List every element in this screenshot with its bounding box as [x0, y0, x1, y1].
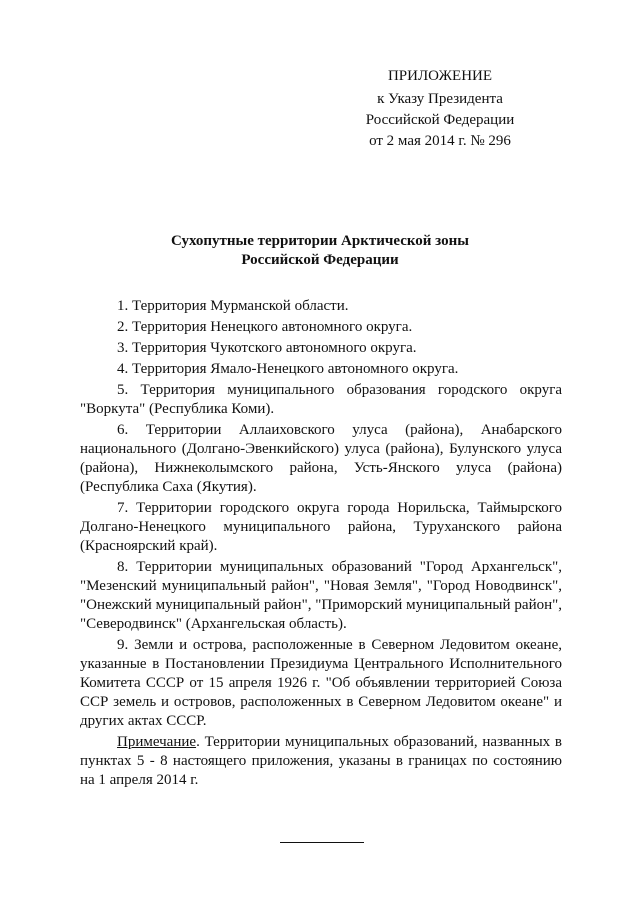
list-item: 2. Территория Ненецкого автономного округа. [117, 319, 413, 335]
list-item: 9. Земли и острова, расположенные в Северном Ледовитом океане, указанные в Постановлении Президиума Центрального Исполнительного Комитета СССР от 15 апреля 1926 г. "Об объявлении территорией Союза ССР земель и островов, расположенных в Северном Ледовитом океане" и других актах СССР. [80, 637, 562, 729]
list-item: 1. Территория Мурманской области. [117, 298, 349, 314]
note-text: . Территории муниципальных образований, названных в пунктах 5 - 8 настоящего приложения, указаны в границах по состоянию на 1 апреля 2014 г. [80, 734, 562, 788]
list-item: 7. Территории городского округа города Норильска, Таймырского Долгано-Ненецкого муниципального района, Туруханского района (Красноярский край). [80, 500, 562, 554]
title-line-2: Российской Федерации [241, 252, 399, 268]
appendix-heading: ПРИЛОЖЕНИЕ [387, 68, 493, 84]
list-item: 3. Территория Чукотского автономного округа. [117, 340, 417, 356]
appendix-line-2: Российской Федерации [365, 112, 515, 128]
note-paragraph [80, 733, 562, 790]
appendix-line-1: к Указу Президента [377, 91, 503, 107]
note-label: Примечание [117, 734, 197, 750]
list-item: 5. Территория муниципального образования городского округа "Воркута" (Республика Коми). [80, 382, 562, 417]
appendix-line-3: от 2 мая 2014 г. № 296 [369, 133, 511, 149]
title-line-1: Сухопутные территории Арктической зоны [171, 233, 469, 249]
appendix-header [320, 66, 560, 152]
document-body [80, 297, 562, 792]
list-item: 8. Территории муниципальных образований "Город Архангельск", "Мезенский муниципальный район", "Новая Земля", "Город Новодвинск", "Онежский муниципальный район", "Приморский муниципальный район", "Северодвинск" (Архангельская область). [80, 559, 562, 632]
list-item: 6. Территории Аллаиховского улуса (района), Анабарского национального (Долгано-Эвенкийского) улуса (района), Булунского улуса (района), Нижнеколымского района, Усть-Янского улуса (района) (Республика Саха (Якутия). [80, 422, 562, 495]
closing-rule [280, 842, 364, 843]
document-title [80, 232, 560, 270]
list-item: 4. Территория Ямало-Ненецкого автономного округа. [117, 361, 459, 377]
